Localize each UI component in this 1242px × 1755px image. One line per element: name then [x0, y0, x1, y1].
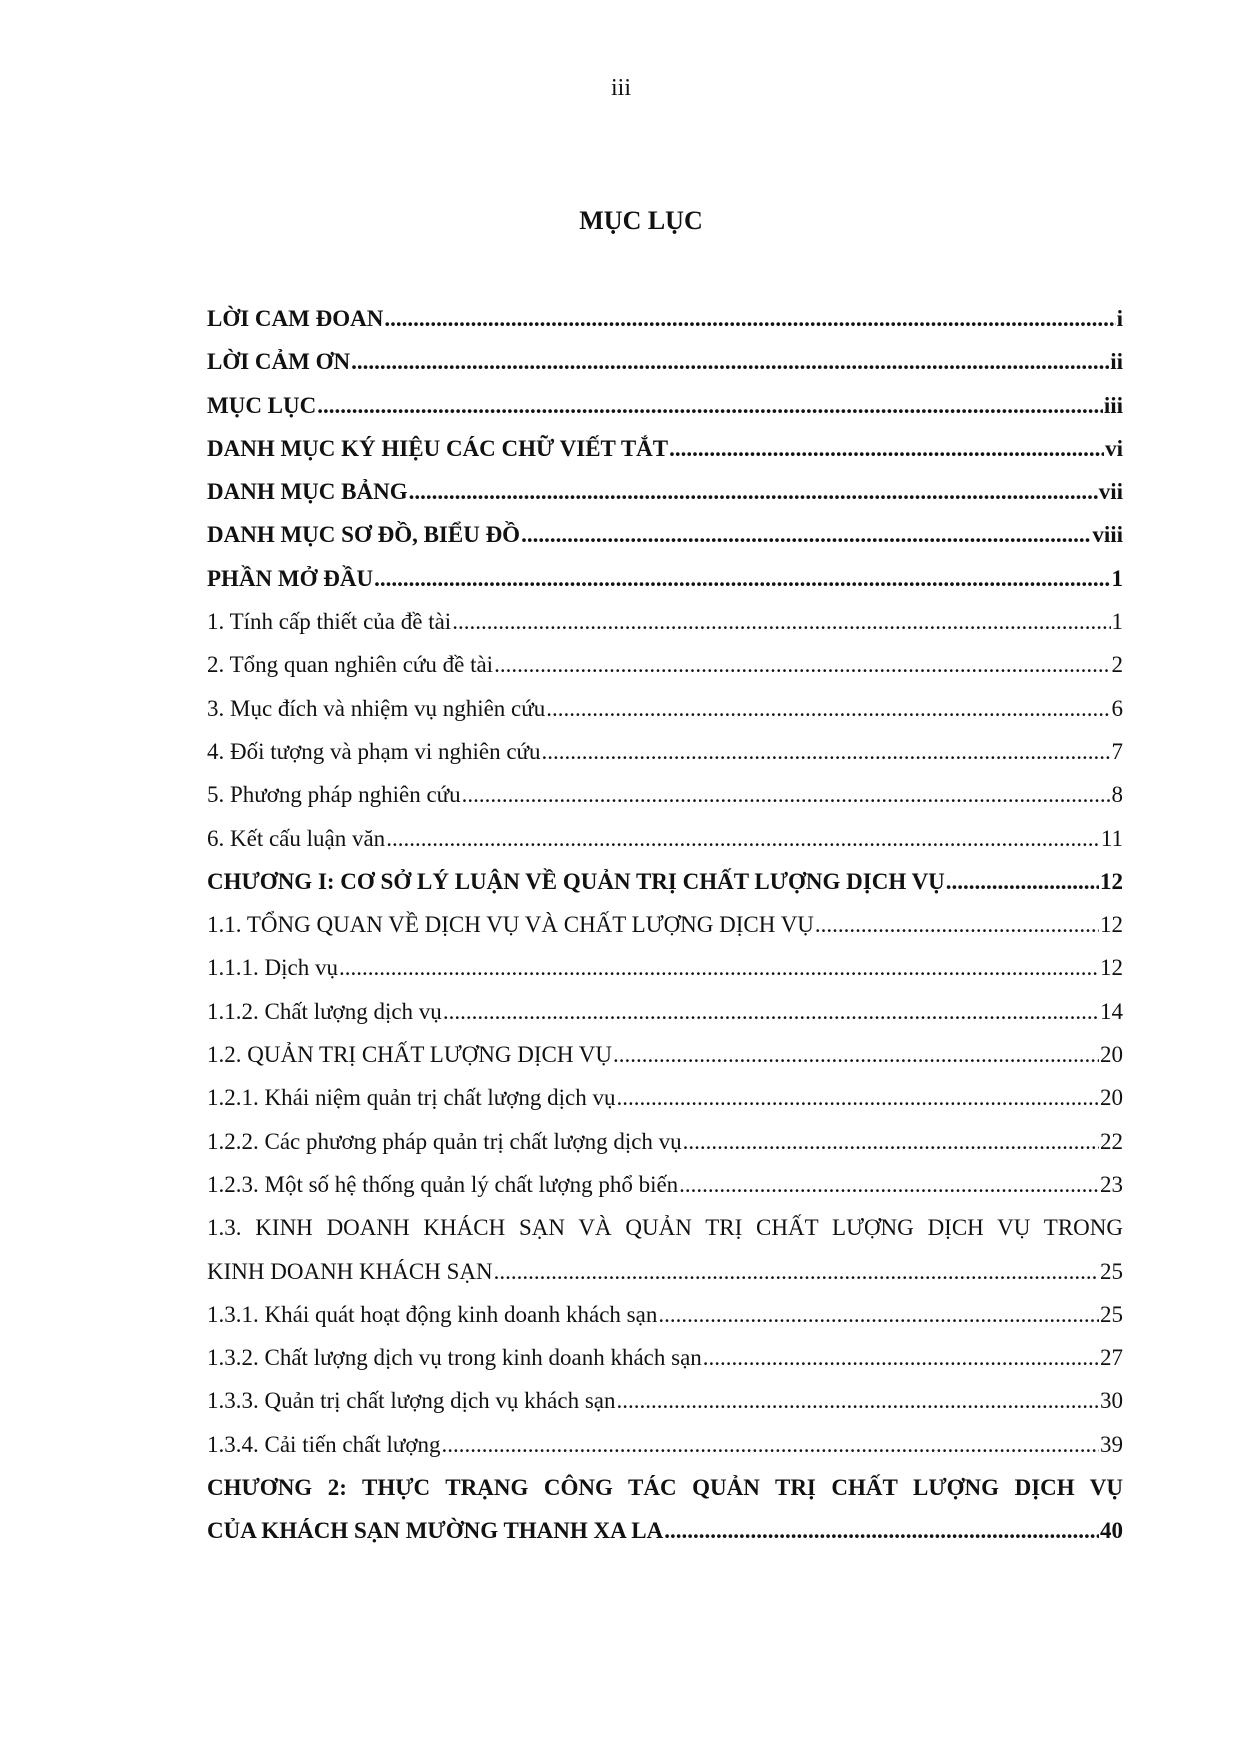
- dot-leader: [452, 607, 1110, 637]
- toc-entry-label: DANH MỤC KÝ HIỆU CÁC CHỮ VIẾT TẮT: [207, 435, 669, 461]
- dot-leader: [613, 1040, 1099, 1070]
- dot-leader: [546, 694, 1110, 724]
- toc-entry-page: 7: [1111, 738, 1123, 764]
- toc-entry-label: 3. Mục đích và nhiệm vụ nghiên cứu: [207, 695, 546, 721]
- dot-leader: [617, 1083, 1099, 1113]
- toc-entry-label: DANH MỤC SƠ ĐỒ, BIỂU ĐỒ: [207, 522, 521, 548]
- toc-entry[interactable]: [207, 1170, 1123, 1213]
- toc-entry-label: 1. Tính cấp thiết của đề tài: [207, 609, 452, 635]
- dot-leader: [462, 780, 1111, 810]
- toc-entry-page: 20: [1100, 1042, 1123, 1068]
- toc-entry-page: vi: [1105, 435, 1123, 461]
- toc-entry-label: 2. Tổng quan nghiên cứu đề tài: [207, 652, 494, 678]
- toc-entry[interactable]: [207, 1430, 1123, 1473]
- toc-entry-label: LỜI CẢM ƠN: [207, 349, 351, 375]
- toc-entry[interactable]: [207, 953, 1123, 996]
- dot-leader: [683, 1127, 1099, 1157]
- toc-entry-label: KINH DOANH KHÁCH SẠN: [207, 1258, 493, 1284]
- toc-entry-label: LỜI CAM ĐOAN: [207, 306, 384, 331]
- toc-entry[interactable]: [207, 1040, 1123, 1083]
- dot-leader: [679, 1170, 1099, 1200]
- toc-entry-page: 27: [1100, 1345, 1123, 1371]
- toc-entry[interactable]: [207, 520, 1123, 563]
- toc-entry-label: 1.3.2. Chất lượng dịch vụ trong kinh doanh khách sạn: [207, 1345, 702, 1371]
- toc-entry[interactable]: [207, 1213, 1123, 1256]
- dot-leader: [442, 1430, 1099, 1460]
- toc-entry-page: 25: [1100, 1258, 1123, 1284]
- toc-entry-label: 4. Đối tượng và phạm vi nghiên cứu: [207, 738, 541, 764]
- toc-entry-page: 14: [1100, 998, 1123, 1024]
- toc-entry[interactable]: [207, 1300, 1123, 1343]
- toc-entry-page: 12: [1100, 868, 1123, 894]
- toc-entry-page: 11: [1100, 825, 1123, 851]
- dot-leader: [946, 867, 1099, 897]
- toc-entry-page: 30: [1100, 1388, 1123, 1414]
- toc-entry[interactable]: [207, 780, 1123, 823]
- toc-entry[interactable]: [207, 607, 1123, 650]
- table-of-contents: [207, 304, 1123, 1560]
- page-number: iii: [610, 75, 631, 101]
- toc-entry-page: i: [1116, 306, 1123, 331]
- toc-entry-label: CỦA KHÁCH SẠN MƯỜNG THANH XA LA: [207, 1518, 664, 1544]
- toc-entry[interactable]: [207, 304, 1123, 347]
- toc-entry-page: 8: [1111, 782, 1123, 808]
- toc-entry[interactable]: [207, 1127, 1123, 1170]
- toc-entry-page: 40: [1100, 1518, 1123, 1544]
- dot-leader: [409, 477, 1098, 507]
- toc-entry[interactable]: [207, 910, 1123, 953]
- toc-entry[interactable]: [207, 997, 1123, 1040]
- toc-entry-label: 1.2.2. Các phương pháp quản trị chất lượng dịch vụ: [207, 1128, 682, 1154]
- toc-entry-page: 1: [1111, 609, 1123, 635]
- toc-entry[interactable]: [207, 737, 1123, 780]
- dot-leader: [815, 910, 1099, 940]
- toc-entry[interactable]: [207, 391, 1123, 434]
- dot-leader: [374, 564, 1110, 594]
- toc-entry-label: 1.3.1. Khái quát hoạt động kinh doanh khách sạn: [207, 1301, 658, 1327]
- toc-entry[interactable]: [207, 650, 1123, 693]
- dot-leader: [339, 953, 1099, 983]
- toc-entry-label: 1.3.4. Cải tiến chất lượng: [207, 1431, 441, 1457]
- dot-leader: [521, 520, 1091, 550]
- toc-entry-page: 12: [1100, 955, 1123, 981]
- toc-entry-page: 6: [1111, 695, 1123, 721]
- dot-leader: [542, 737, 1111, 767]
- toc-entry-page: 2: [1111, 652, 1123, 678]
- toc-entry-label: PHẦN MỞ ĐẦU: [207, 565, 374, 591]
- toc-entry-label: 1.3.3. Quản trị chất lượng dịch vụ khách sạn: [207, 1388, 616, 1414]
- dot-leader: [669, 434, 1104, 464]
- toc-entry-page: ii: [1110, 349, 1123, 375]
- toc-entry[interactable]: [207, 694, 1123, 737]
- dot-leader: [443, 997, 1099, 1027]
- toc-entry[interactable]: [207, 824, 1123, 867]
- dot-leader: [317, 391, 1103, 421]
- dot-leader: [384, 304, 1115, 334]
- dot-leader: [386, 824, 1100, 854]
- toc-entry[interactable]: [207, 1083, 1123, 1126]
- toc-entry-page: iii: [1103, 392, 1123, 418]
- toc-entry-page: 22: [1100, 1128, 1123, 1154]
- toc-entry-label: 1.2.1. Khái niệm quản trị chất lượng dịch vụ: [207, 1085, 616, 1111]
- toc-entry[interactable]: [207, 434, 1123, 477]
- toc-entry-page: viii: [1092, 522, 1123, 548]
- toc-entry[interactable]: [207, 1516, 1123, 1559]
- toc-entry[interactable]: [207, 1343, 1123, 1386]
- toc-entry-page: 12: [1100, 912, 1123, 938]
- toc-entry[interactable]: [207, 477, 1123, 520]
- toc-entry-page: 20: [1100, 1085, 1123, 1111]
- dot-leader: [658, 1300, 1099, 1330]
- toc-entry-label: 5. Phương pháp nghiên cứu: [207, 782, 461, 808]
- toc-entry[interactable]: [207, 1386, 1123, 1429]
- toc-entry-label: 1.2. QUẢN TRỊ CHẤT LƯỢNG DỊCH VỤ: [207, 1042, 613, 1068]
- toc-entry-label: 1.3. KINH DOANH KHÁCH SẠN VÀ QUẢN TRỊ CHẤT LƯỢNG DỊCH VỤ TRONG: [207, 1215, 1123, 1241]
- toc-entry-label: 6. Kết cấu luận văn: [207, 825, 386, 851]
- toc-entry-label: CHƯƠNG 2: THỰC TRẠNG CÔNG TÁC QUẢN TRỊ CHẤT LƯỢNG DỊCH VỤ: [207, 1475, 1123, 1501]
- toc-entry-page: 1: [1111, 565, 1123, 591]
- toc-title: MỤC LỤC: [579, 206, 703, 235]
- dot-leader: [494, 650, 1110, 680]
- toc-entry-label: 1.1. TỔNG QUAN VỀ DỊCH VỤ VÀ CHẤT LƯỢNG DỊCH VỤ: [207, 912, 814, 938]
- dot-leader: [664, 1516, 1099, 1546]
- toc-entry-label: CHƯƠNG I: CƠ SỞ LÝ LUẬN VỀ QUẢN TRỊ CHẤT LƯỢNG DỊCH VỤ: [207, 868, 945, 894]
- toc-entry[interactable]: [207, 347, 1123, 390]
- toc-entry-label: 1.2.3. Một số hệ thống quản lý chất lượng phổ biến: [207, 1171, 679, 1197]
- toc-entry[interactable]: [207, 564, 1123, 607]
- toc-entry-page: vii: [1098, 479, 1123, 505]
- toc-entry[interactable]: [207, 1473, 1123, 1516]
- dot-leader: [351, 347, 1109, 377]
- toc-entry-label: 1.1.1. Dịch vụ: [207, 955, 338, 981]
- toc-entry-label: 1.1.2. Chất lượng dịch vụ: [207, 998, 442, 1024]
- toc-entry-page: 25: [1100, 1301, 1123, 1327]
- toc-entry-label: DANH MỤC BẢNG: [207, 479, 408, 505]
- toc-entry-page: 23: [1100, 1171, 1123, 1197]
- dot-leader: [703, 1343, 1099, 1373]
- dot-leader: [617, 1386, 1099, 1416]
- toc-entry[interactable]: [207, 1257, 1123, 1300]
- toc-entry-page: 39: [1100, 1431, 1123, 1457]
- dot-leader: [494, 1257, 1099, 1287]
- toc-entry-label: MỤC LỤC: [207, 392, 317, 418]
- toc-entry[interactable]: [207, 867, 1123, 910]
